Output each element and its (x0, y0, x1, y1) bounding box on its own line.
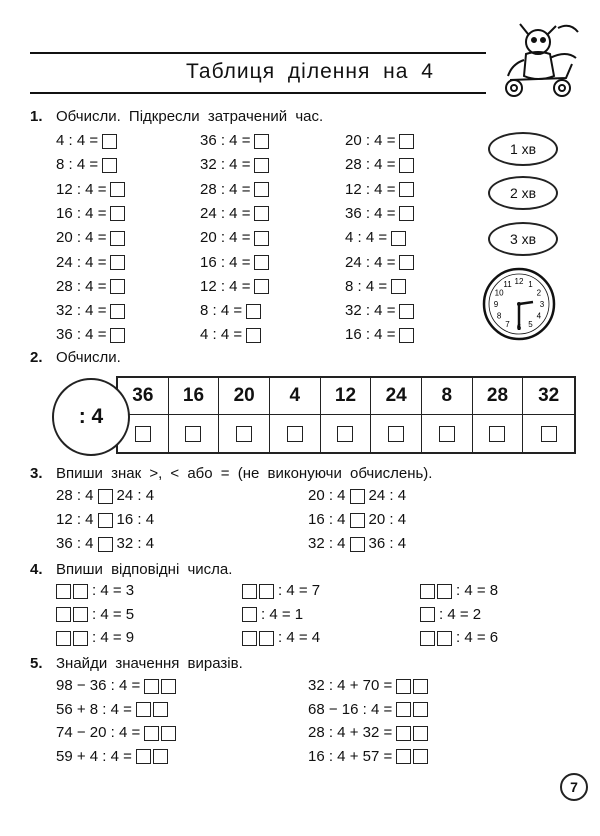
expression-text: 12 : 4 = (200, 277, 251, 295)
comparison-item (308, 487, 406, 504)
exercise-1-item (56, 205, 125, 222)
digit-box[interactable] (413, 726, 428, 741)
digit-box[interactable] (396, 679, 411, 694)
exercise-1-item (56, 181, 125, 198)
expression-text: 16 : 4 = (345, 326, 396, 344)
expression-text: 12 : 4 = (56, 180, 107, 198)
exercise-1-item (56, 326, 125, 343)
missing-number-item (420, 629, 498, 646)
expression-item (56, 701, 168, 718)
answer-box[interactable] (399, 206, 414, 221)
answer-box[interactable] (254, 182, 269, 197)
missing-number-item (242, 606, 303, 623)
quotient-cell (473, 415, 524, 452)
section-1-number: 1. (30, 108, 43, 125)
expression-text: 8 : 4 = (200, 302, 243, 320)
exercise-1-item (200, 132, 269, 149)
answer-box[interactable] (388, 426, 404, 442)
answer-box[interactable] (337, 426, 353, 442)
dividend-cell: 32 (523, 378, 574, 415)
expression-text: 12 : 4 = (345, 180, 396, 198)
dividend-cell: 4 (270, 378, 321, 415)
exercise-1-item (56, 229, 125, 246)
exercise-1-item (56, 132, 117, 149)
missing-number-item (242, 629, 320, 646)
clock-number: 11 (503, 280, 512, 290)
answer-box[interactable] (102, 158, 117, 173)
answer-box[interactable] (110, 304, 125, 319)
left-expression: 20 : 4 (308, 487, 346, 504)
digit-box[interactable] (73, 607, 88, 622)
equation-text: : 4 = 4 (278, 629, 321, 646)
exercise-1-item (56, 156, 117, 173)
digit-box[interactable] (242, 584, 257, 599)
section-3-title: Впиши знак >, < або = (не виконуючи обчислень). (56, 465, 433, 482)
expression-text: 24 : 4 = (345, 253, 396, 271)
answer-box[interactable] (246, 304, 261, 319)
quotient-cell (219, 415, 270, 452)
sign-box[interactable] (98, 513, 113, 528)
expression-text: 36 : 4 = (56, 326, 107, 344)
equation-text: : 4 = 3 (92, 582, 135, 599)
answer-box[interactable] (287, 426, 303, 442)
comparison-item (308, 511, 406, 528)
exercise-1-item (56, 278, 125, 295)
digit-box[interactable] (144, 679, 159, 694)
section-1-title: Обчисли. Підкресли затрачений час. (56, 108, 324, 125)
quotient-cell (371, 415, 422, 452)
division-table (116, 376, 576, 454)
exercise-1-item (200, 326, 261, 343)
exercise-1-item (200, 181, 269, 198)
exercise-1-item (345, 156, 414, 173)
right-expression: 20 : 4 (368, 511, 407, 528)
expression-text: 28 : 4 = (56, 277, 107, 295)
clock-number: 6 (516, 323, 522, 332)
left-expression: 12 : 4 (56, 511, 94, 528)
quotient-cell (169, 415, 220, 452)
section-4-number: 4. (30, 561, 43, 578)
exercise-1-item (200, 302, 261, 319)
time-option-2[interactable]: 2 хв (488, 176, 558, 210)
missing-number-item (56, 629, 134, 646)
digit-box[interactable] (437, 631, 452, 646)
sign-box[interactable] (350, 513, 365, 528)
section-2-number: 2. (30, 349, 43, 366)
clock-number: 9 (493, 300, 499, 309)
sign-box[interactable] (350, 537, 365, 552)
clock-number: 3 (539, 300, 545, 309)
dividend-cell: 24 (371, 378, 422, 415)
comparison-item (56, 511, 154, 528)
exercise-1-item (56, 254, 125, 271)
equation-text: : 4 = 2 (439, 605, 482, 623)
expression-text: 8 : 4 = (345, 277, 388, 295)
answer-box[interactable] (185, 426, 201, 442)
digit-box[interactable] (136, 749, 151, 764)
answer-box[interactable] (399, 304, 414, 319)
dividend-cell: 28 (473, 378, 524, 415)
digit-box[interactable] (413, 679, 428, 694)
expression-text: 68 − 16 : 4 = (308, 700, 393, 718)
expression-text: 28 : 4 + 32 = (308, 724, 393, 741)
digit-box[interactable] (413, 702, 428, 717)
answer-box[interactable] (399, 182, 414, 197)
left-expression: 28 : 4 (56, 487, 94, 504)
right-expression: 24 : 4 (368, 487, 407, 504)
exercise-1-item (345, 302, 414, 319)
missing-number-item (420, 582, 498, 599)
exercise-1-item (345, 254, 414, 271)
right-expression: 36 : 4 (368, 535, 407, 552)
expression-text: 32 : 4 = (345, 302, 396, 320)
equation-text: : 4 = 5 (92, 605, 135, 623)
digit-box[interactable] (56, 607, 71, 622)
sign-box[interactable] (98, 537, 113, 552)
digit-box[interactable] (396, 726, 411, 741)
answer-box[interactable] (399, 158, 414, 173)
expression-text: 24 : 4 = (200, 204, 251, 222)
right-expression: 16 : 4 (116, 511, 155, 528)
digit-box[interactable] (161, 679, 176, 694)
digit-box[interactable] (259, 631, 274, 646)
time-option-3[interactable]: 3 хв (488, 222, 558, 256)
dividend-cell: 12 (321, 378, 372, 415)
expression-text: 32 : 4 + 70 = (308, 677, 393, 694)
answer-box[interactable] (236, 426, 252, 442)
expression-text: 32 : 4 = (56, 302, 107, 320)
answer-box[interactable] (399, 255, 414, 270)
time-option-1[interactable]: 1 хв (488, 132, 558, 166)
exercise-1-item (345, 229, 406, 246)
digit-box[interactable] (73, 584, 88, 599)
expression-item (56, 724, 176, 741)
answer-box[interactable] (254, 255, 269, 270)
digit-box[interactable] (242, 607, 257, 622)
digit-box[interactable] (420, 631, 435, 646)
digit-box[interactable] (259, 584, 274, 599)
equation-text: : 4 = 8 (456, 582, 499, 599)
expression-text: 32 : 4 = (200, 156, 251, 174)
clock-icon (481, 266, 557, 342)
quotient-cell (321, 415, 372, 452)
expression-text: 56 + 8 : 4 = (56, 700, 132, 718)
answer-box[interactable] (110, 231, 125, 246)
answer-box[interactable] (391, 279, 406, 294)
exercise-1-item (200, 156, 269, 173)
expression-text: 36 : 4 = (200, 132, 251, 149)
comparison-item (56, 535, 154, 552)
exercise-1-item (200, 229, 269, 246)
answer-box[interactable] (541, 426, 557, 442)
section-3-number: 3. (30, 465, 43, 482)
clock-number: 7 (505, 319, 510, 329)
expression-text: 98 − 36 : 4 = (56, 677, 141, 694)
expression-text: 36 : 4 = (345, 204, 396, 222)
right-expression: 24 : 4 (116, 487, 155, 504)
expression-text: 20 : 4 = (345, 132, 396, 149)
exercise-1-item (56, 302, 125, 319)
header-rule-bottom (30, 92, 486, 94)
quotient-cell (422, 415, 473, 452)
exercise-1-item (200, 254, 269, 271)
divisor-circle: : 4 (52, 378, 130, 456)
expression-item (56, 748, 168, 765)
digit-box[interactable] (420, 584, 435, 599)
section-5-number: 5. (30, 655, 43, 672)
page-number: 7 (560, 773, 588, 801)
exercise-1-item (200, 278, 269, 295)
answer-box[interactable] (110, 206, 125, 221)
expression-item (308, 724, 428, 741)
right-expression: 32 : 4 (116, 535, 155, 552)
quotient-cell (523, 415, 574, 452)
answer-box[interactable] (110, 279, 125, 294)
answer-box[interactable] (110, 328, 125, 343)
expression-text: 16 : 4 + 57 = (308, 747, 393, 765)
left-expression: 32 : 4 (308, 535, 346, 552)
sign-box[interactable] (350, 489, 365, 504)
missing-number-item (56, 606, 134, 623)
digit-box[interactable] (161, 726, 176, 741)
expression-text: 20 : 4 = (56, 229, 107, 247)
answer-box[interactable] (110, 255, 125, 270)
answer-box[interactable] (439, 426, 455, 442)
missing-number-item (420, 606, 481, 623)
left-expression: 16 : 4 (308, 511, 346, 528)
expression-text: 16 : 4 = (56, 204, 107, 222)
answer-box[interactable] (391, 231, 406, 246)
expression-item (308, 677, 428, 694)
exercise-1-item (345, 278, 406, 295)
exercise-1-item (200, 205, 269, 222)
expression-text: 8 : 4 = (56, 156, 99, 174)
expression-text: 4 : 4 = (56, 132, 99, 149)
equation-text: : 4 = 6 (456, 629, 499, 646)
digit-box[interactable] (136, 702, 151, 717)
expression-text: 4 : 4 = (345, 229, 388, 247)
expression-text: 16 : 4 = (200, 253, 251, 271)
answer-box[interactable] (399, 134, 414, 149)
expression-text: 24 : 4 = (56, 253, 107, 271)
expression-text: 20 : 4 = (200, 229, 251, 247)
left-expression: 36 : 4 (56, 535, 94, 552)
header-rule-top (30, 52, 486, 54)
answer-box[interactable] (399, 328, 414, 343)
missing-number-item (56, 582, 134, 599)
clock-number: 4 (536, 311, 542, 321)
answer-box[interactable] (254, 134, 269, 149)
answer-box[interactable] (246, 328, 261, 343)
scooter-character-illustration (496, 20, 588, 102)
digit-box[interactable] (437, 584, 452, 599)
dividend-cell: 8 (422, 378, 473, 415)
equation-text: : 4 = 1 (261, 605, 304, 623)
expression-item (308, 748, 428, 765)
clock-number: 10 (494, 288, 504, 298)
clock-number: 2 (536, 288, 542, 298)
exercise-1-item (345, 181, 414, 198)
clock-number: 5 (528, 319, 533, 329)
answer-box[interactable] (254, 206, 269, 221)
digit-box[interactable] (153, 749, 168, 764)
exercise-1-item (345, 205, 414, 222)
equation-text: : 4 = 7 (278, 582, 321, 599)
dividend-cell: 36 (118, 378, 169, 415)
answer-box[interactable] (135, 426, 151, 442)
comparison-item (308, 535, 406, 552)
digit-box[interactable] (413, 749, 428, 764)
answer-box[interactable] (110, 182, 125, 197)
exercise-1-item (345, 326, 414, 343)
comparison-item (56, 487, 154, 504)
expression-text: 28 : 4 = (200, 180, 251, 198)
section-5-title: Знайди значення виразів. (56, 655, 243, 672)
expression-text: 4 : 4 = (200, 326, 243, 344)
digit-box[interactable] (396, 702, 411, 717)
expression-item (56, 677, 176, 694)
digit-box[interactable] (242, 631, 257, 646)
section-4-title: Впиши відповідні числа. (56, 561, 233, 578)
answer-box[interactable] (254, 158, 269, 173)
clock-number: 1 (528, 280, 533, 290)
expression-text: 74 − 20 : 4 = (56, 724, 141, 741)
digit-box[interactable] (73, 631, 88, 646)
answer-box[interactable] (254, 231, 269, 246)
expression-text: 28 : 4 = (345, 156, 396, 174)
clock-number: 8 (496, 311, 502, 321)
digit-box[interactable] (144, 726, 159, 741)
digit-box[interactable] (396, 749, 411, 764)
answer-box[interactable] (254, 279, 269, 294)
clock-number: 12 (514, 277, 524, 286)
digit-box[interactable] (56, 584, 71, 599)
digit-box[interactable] (420, 607, 435, 622)
dividend-cell: 16 (169, 378, 220, 415)
sign-box[interactable] (98, 489, 113, 504)
section-2-title: Обчисли. (56, 349, 121, 366)
answer-box[interactable] (489, 426, 505, 442)
exercise-1-item (345, 132, 414, 149)
expression-text: 59 + 4 : 4 = (56, 747, 132, 765)
answer-box[interactable] (102, 134, 117, 149)
missing-number-item (242, 582, 320, 599)
quotient-cell (270, 415, 321, 452)
equation-text: : 4 = 9 (92, 629, 135, 646)
digit-box[interactable] (56, 631, 71, 646)
expression-item (308, 701, 428, 718)
dividend-cell: 20 (219, 378, 270, 415)
digit-box[interactable] (153, 702, 168, 717)
page-title: Таблиця ділення на 4 (186, 60, 434, 83)
